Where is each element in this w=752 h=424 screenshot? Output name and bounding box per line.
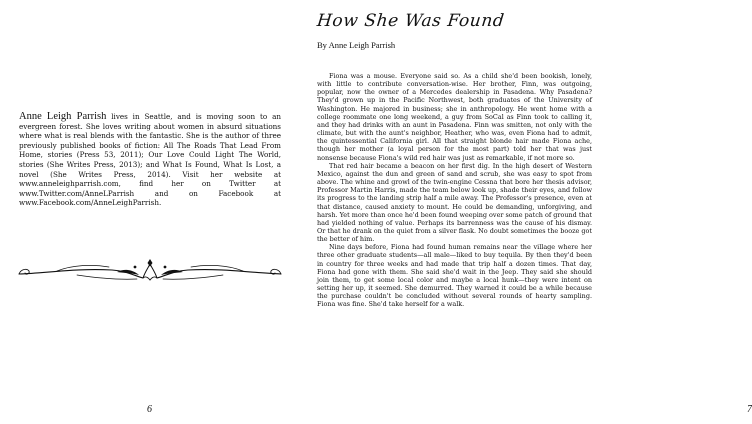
story-title: How She Was Found: [315, 11, 506, 31]
left-page: [0, 0, 300, 424]
page-number-right: 7: [747, 404, 752, 415]
right-page: [300, 0, 752, 424]
page-number-left: 6: [147, 404, 152, 415]
author-name: Anne Leigh Parrish: [19, 111, 107, 122]
story-paragraph-3: Nine days before, Fiona had found human remains near the village where her three other graduate students—all male—liked to buy tequila. By then they'd been in country for three weeks and had made that trip half a dozen times. That day, Fiona had gone with them. She said she'd wait in the Jeep. They said she should join them, to get some local color and maybe a local hunk—they were intent on setting her up, it seemed. She demurred. They warned it could be a while because the purchase couldn't be concluded without several rounds of hearty sampling. Fiona was fine. She'd take herself for a walk.: [317, 243, 592, 309]
story-paragraph-1: Fiona was a mouse. Everyone said so. As a child she'd been bookish, lonely, with little to contribute conversation-wise. Her brother, Finn, was outgoing, popular, now the owner of a Mercedes dealership in Pasadena. Why Pasadena? They'd grown up in the Pacific Northwest, both graduates of the University of Washington. He majored in business; she in anthropology. He went home with a college roommate one long weekend, a guy from SoCal as Finn took to calling it, and they had drinks with an aunt in Pasadena. Finn was smitten, not only with the climate, but with the aunt's neighbor, Heather, who was, even Fiona had to admit, the quintessential California girl. All that straight blonde hair made Fiona ache, though her mother (a loyal person for the most part) told her that was just nonsense because Fiona's wild red hair was just as remarkable, if not more so.: [317, 72, 592, 162]
story-paragraph-2: That red hair became a beacon on her first dig. In the high desert of Western Mexico, against the dun and green of sand and scrub, she was easy to spot from above. The whine and growl of the twin-engine Cessna that bore her thesis advisor, Professor Martin Harris, made the team below look up, shade their eyes, and follow its progress to the landing strip half a mile away. The Professor's presence, even at that distance, caused anxiety to mount. He could be demanding, unforgiving, and harsh. Yet more than once he'd been found weeping over some patch of ground that had yielded nothing of value. Perhaps its barrenness was the cause of his dismay. Or that he drank on the quiet from a silver flask. No doubt sometimes the booze got the better of him.: [317, 161, 592, 244]
story-body: [317, 72, 592, 309]
flourish-divider-ornament: [17, 258, 283, 284]
byline: By Anne Leigh Parrish: [317, 40, 396, 50]
author-bio: [19, 112, 281, 208]
bio-text: lives in Seattle, and is moving soon to an evergreen forest. She loves writing about women in absurd situations where what is real blends with the fantastic. She is the author of three previously published books of fiction: All The Roads That Lead From Home, stories (Press 53, 2011); Our Love Could Light The World, stories (She Writes Press, 2013); and What Is Found, What Is Lost, a novel (She Writes Press, 2014). Visit her website at www.anneleighparrish.com, find her on Twitter at www.Twitter.com/AnneLParrish and on Facebook at www.Facebook.com/AnneLeighParrish.: [19, 112, 281, 208]
